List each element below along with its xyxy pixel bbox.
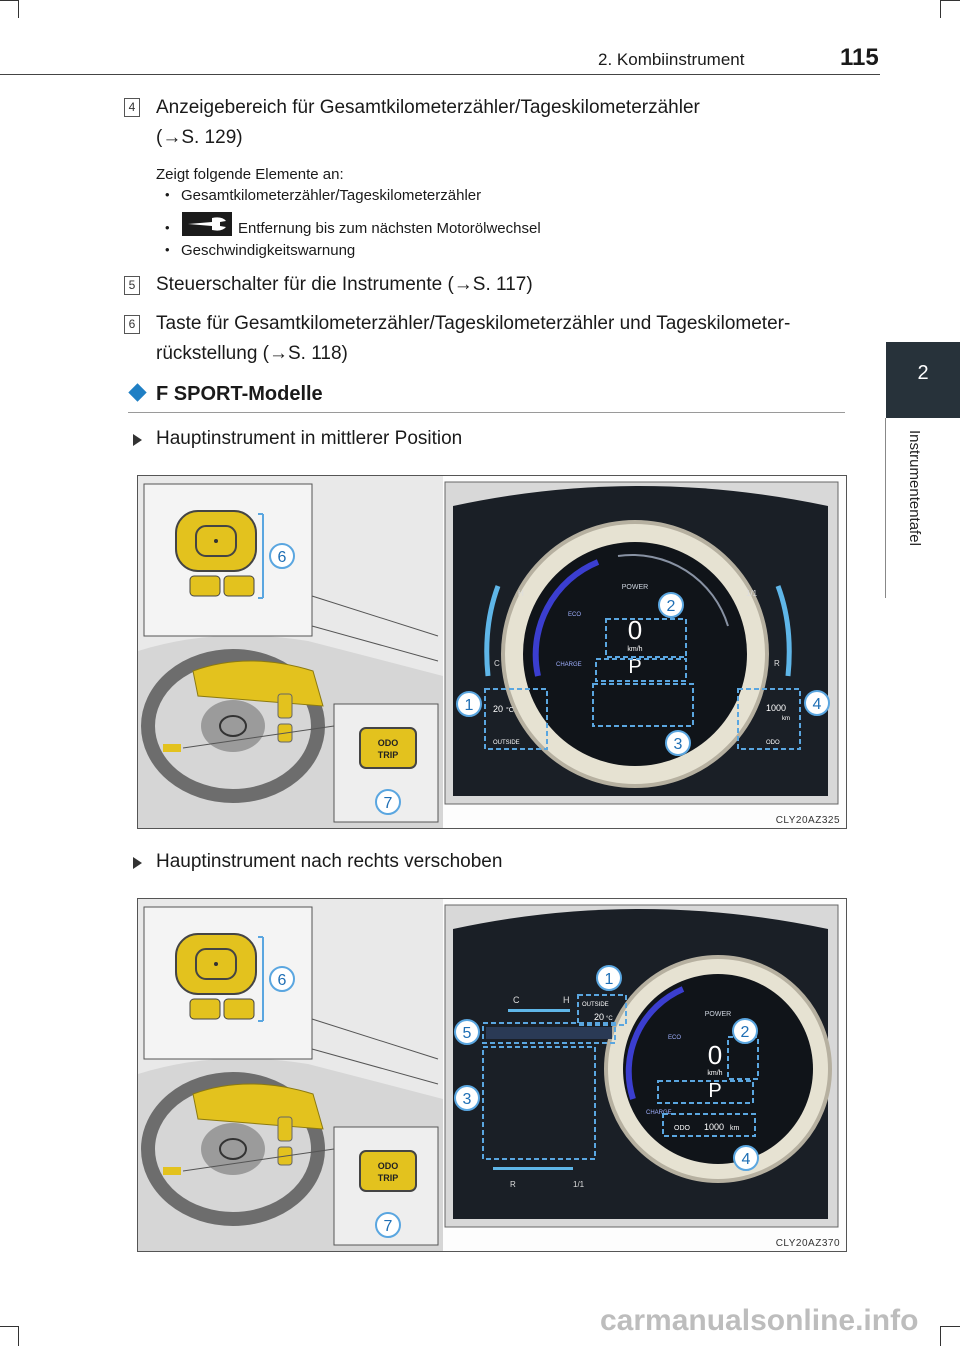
item-6-line-1: Taste für Gesamtkilometerzähler/Tageskilometerzähler und Tageskilometer- <box>156 313 791 334</box>
chapter-tab-rule <box>885 418 886 598</box>
gear-indicator: P <box>708 1080 722 1102</box>
odo-label: ODO <box>674 1125 690 1132</box>
crop-mark <box>0 1326 18 1327</box>
wrench-icon <box>182 212 232 236</box>
charge-label: CHARGE <box>556 662 582 668</box>
odo-button-line2: TRIP <box>377 750 399 760</box>
figure-2-illustration <box>137 898 847 1252</box>
item-6-line-2: rückstellung (→S. 118) <box>156 343 348 364</box>
speed-value: 0 <box>627 615 643 645</box>
odo-button-line1: ODO <box>377 1161 399 1171</box>
triangle-bullet-icon <box>133 857 142 869</box>
item-number-badge: 5 <box>124 276 140 295</box>
outside-label: OUTSIDE <box>582 1002 609 1008</box>
chapter-tab-label: Instrumententafel <box>906 430 923 546</box>
temp-c-label: C <box>513 995 520 1005</box>
bullet-dot: • <box>165 187 170 202</box>
watermark: carmanualsonline.info <box>600 1304 919 1337</box>
bullet-dot: • <box>165 220 170 235</box>
callout-2: 2 <box>740 1024 750 1041</box>
section-title: F SPORT-Modelle <box>156 383 323 405</box>
fuel-full-label: 1/1 <box>573 1180 585 1189</box>
callout-7: 7 <box>383 1218 393 1235</box>
item-6-text <box>156 309 790 369</box>
bullet-odometer: Gesamtkilometerzähler/Tageskilometerzähler <box>181 187 482 204</box>
callout-2: 2 <box>666 598 676 615</box>
item-4-line-1: Anzeigebereich für Gesamtkilometerzähler/Tageskilometerzähler <box>156 97 700 118</box>
diamond-icon <box>128 383 146 401</box>
outside-label: OUTSIDE <box>493 740 520 746</box>
figure-2-svg <box>138 899 846 1251</box>
callout-7: 7 <box>383 795 393 812</box>
crop-mark <box>18 0 19 18</box>
bullet-speed-warning: Geschwindigkeitswarnung <box>181 242 356 259</box>
callout-6: 6 <box>277 549 287 566</box>
odo-button-line2: TRIP <box>377 1173 399 1183</box>
speed-unit: km/h <box>627 646 643 653</box>
section-rule <box>128 412 845 413</box>
power-label: POWER <box>621 584 649 591</box>
item-number-badge: 6 <box>124 315 140 334</box>
figure-1-subhead: Hauptinstrument in mittlerer Position <box>156 428 463 449</box>
callout-1: 1 <box>464 697 474 714</box>
callout-5: 5 <box>462 1025 472 1042</box>
callout-1: 1 <box>604 971 614 988</box>
odo-unit: km <box>730 1125 740 1132</box>
speed-unit: km/h <box>707 1070 723 1077</box>
figure-2-subhead: Hauptinstrument nach rechts verschoben <box>156 851 503 872</box>
eco-label: ECO <box>668 1035 682 1041</box>
power-label: POWER <box>704 1011 732 1018</box>
item-number-badge: 4 <box>124 98 140 117</box>
bullet-dot: • <box>165 242 170 257</box>
header-rule <box>0 74 880 75</box>
outside-temp-value: 20 <box>493 704 504 714</box>
fuel-full-label: 1/1 <box>746 589 758 598</box>
figure-2-code: CLY20AZ370 <box>775 1238 840 1249</box>
charge-label: CHARGE <box>646 1110 672 1116</box>
item-5-text: Steuerschalter für die Instrumente (→S. 117) <box>156 274 533 295</box>
crop-mark <box>940 0 960 1</box>
odo-button-line1: ODO <box>377 738 399 748</box>
callout-4: 4 <box>741 1151 751 1168</box>
bullet-oil-change: Entfernung bis zum nächsten Motorölwechsel <box>238 220 541 237</box>
callout-3: 3 <box>462 1091 472 1108</box>
figure-1-code: CLY20AZ325 <box>775 815 840 826</box>
chapter-tab-number: 2 <box>917 362 929 384</box>
triangle-bullet-icon <box>133 434 142 446</box>
running-header-section: 2. Kombiinstrument <box>598 50 745 69</box>
shows-intro: Zeigt folgende Elemente an: <box>156 166 344 183</box>
figure-1-svg <box>138 476 846 828</box>
outside-temp-unit: °C <box>506 707 514 714</box>
crop-mark <box>940 0 941 18</box>
crop-mark <box>940 1326 960 1327</box>
item-4-line-2: (→S. 129) <box>156 127 243 148</box>
item-4-text <box>156 93 700 153</box>
callout-3: 3 <box>673 736 683 753</box>
crop-mark <box>940 1326 941 1346</box>
temp-c-label: C <box>494 659 500 668</box>
eco-label: ECO <box>568 612 582 618</box>
temp-h-label: H <box>518 589 524 598</box>
callout-6: 6 <box>277 972 287 989</box>
fuel-r-label: R <box>774 659 780 668</box>
temp-h-label: H <box>563 995 570 1005</box>
fuel-r-label: R <box>510 1180 516 1189</box>
callout-4: 4 <box>812 696 822 713</box>
crop-mark <box>18 1326 19 1346</box>
figure-1-illustration <box>137 475 847 829</box>
crop-mark <box>0 0 18 1</box>
odo-label: ODO <box>766 740 780 746</box>
odo-value: 1000 <box>766 703 787 713</box>
odo-unit: km <box>782 716 790 722</box>
gear-indicator: P <box>628 656 642 678</box>
speed-value: 0 <box>707 1040 723 1070</box>
odo-value: 1000 <box>704 1122 725 1132</box>
outside-temp-value: 20 <box>594 1012 605 1022</box>
page-number: 115 <box>840 44 879 71</box>
outside-temp-unit: °C <box>606 1016 613 1022</box>
